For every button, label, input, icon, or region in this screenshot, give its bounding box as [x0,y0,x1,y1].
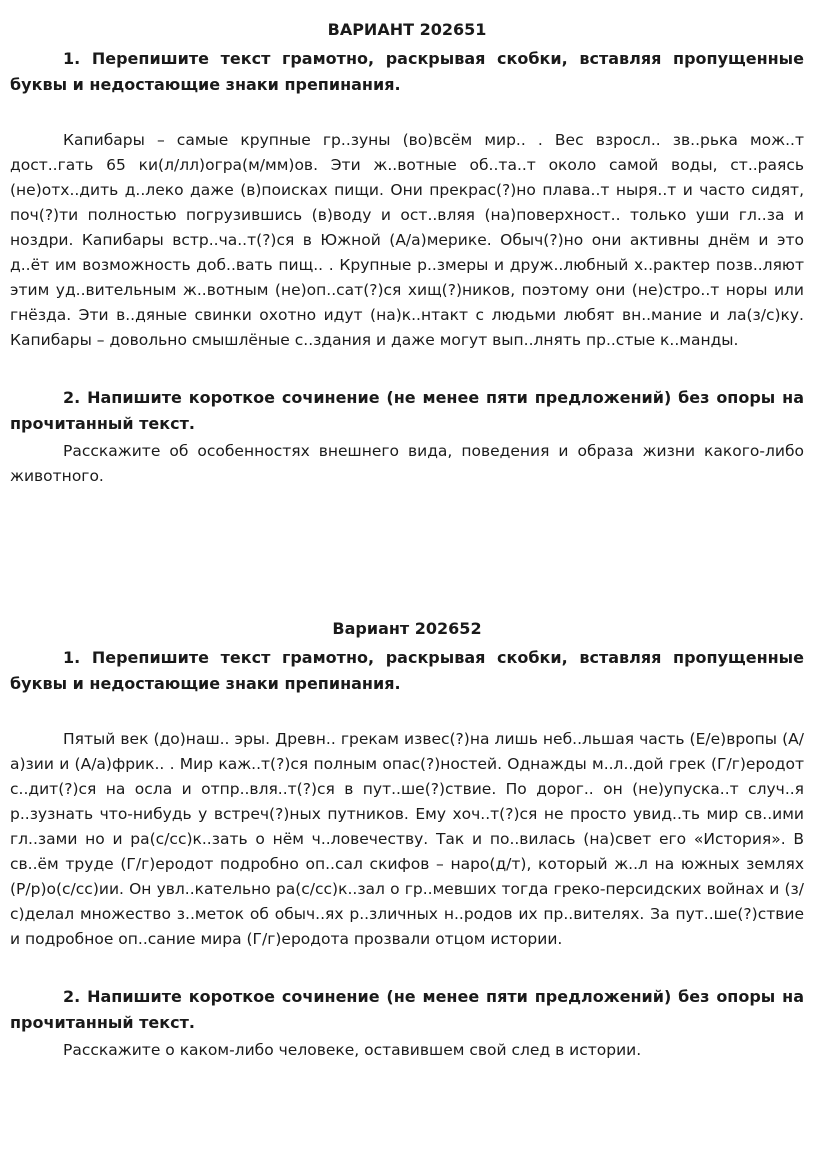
variant-section [10,617,804,1063]
task1-heading: 1. Перепишите текст грамотно, раскрывая скобки, вставляя пропущенные буквы и недостающие знаки препинания. [10,49,804,94]
variant-title: Вариант 202652 [332,619,482,638]
dictation-passage: Капибары – самые крупные гр..зуны (во)всём мир.. . Вес взросл.. зв..рька мож..т дост..гать 65 ки(л/лл)огра(м/мм)ов. Эти ж..вотные об..та..т около самой воды, ст..раясь (не)отх..дить д..леко даже (в)поисках пищи. Они прекрас(?)но плава..т ныря..т и часто сидят, поч(?)ти полностью погрузившись (в)воду и ост..вляя (на)поверхност.. только уши гл..за и ноздри. Капибары встр..ча..т(?)ся в Южной (А/а)мерике. Обыч(?)но они активны днём и это д..ёт им возможность доб..вать пищ.. . Крупные р..змеры и друж..любный х..рактер позв..ляют этим уд..вительным ж..вотным (не)оп..сат(?)ся хищ(?)ников, поэтому они (не)стро..т норы или гнёзда. Эти в..дяные свинки охотно идут (на)к..нтакт с людьми любят вн..мание и ла(з/с)ку. Капибары – довольно смышлёные с..здания и даже могут вып..лнять пр..стые к..манды. [10,131,804,349]
variant-title: ВАРИАНТ 202651 [327,20,487,39]
task1-heading: 1. Перепишите текст грамотно, раскрывая скобки, вставляя пропущенные буквы и недостающие знаки препинания. [10,648,804,693]
task2-prompt: Расскажите о каком-либо человеке, оставившем свой след в истории. [63,1041,642,1059]
dictation-passage: Пятый век (до)наш.. эры. Древн.. грекам извес(?)на лишь неб..льшая часть (Е/е)вропы (А/а)зии и (А/а)фрик.. . Мир каж..т(?)ся полным опас(?)ностей. Однажды м..л..дой грек (Г/г)еродот с..дит(?)ся на осла и отпр..вля..т(?)ся в пут..ше(?)ствие. По дорог.. он (не)упуска..т случ..я р..зузнать что-нибудь у встреч(?)ных путников. Ему хоч..т(?)ся не просто увид..ть мир св..ими гл..зами но и ра(с/сс)к..зать о нём ч..ловечеству. Так и по..вилась (на)свет его «История». В св..ём труде (Г/г)еродот подробно оп..сал скифов – наро(д/т), который ж..л на южных землях (Р/р)о(с/сс)ии. Он увл..кательно ра(с/сс)к..зал о гр..мевших тогда греко-персидских войнах и (з/с)делал множество з..меток об обыч..ях р..зличных н..родов их пр..вителях. За пут..ше(?)ствие и подробное оп..сание мира (Г/г)еродота прозвали отцом истории. [10,730,804,948]
task2-heading: 2. Напишите короткое сочинение (не менее пяти предложений) без опоры на прочитанный текст. [10,987,804,1032]
variant-section [10,18,804,489]
task2-heading: 2. Напишите короткое сочинение (не менее пяти предложений) без опоры на прочитанный текст. [10,388,804,433]
task2-prompt: Расскажите об особенностях внешнего вида, поведения и образа жизни какого-либо животного. [10,442,804,485]
